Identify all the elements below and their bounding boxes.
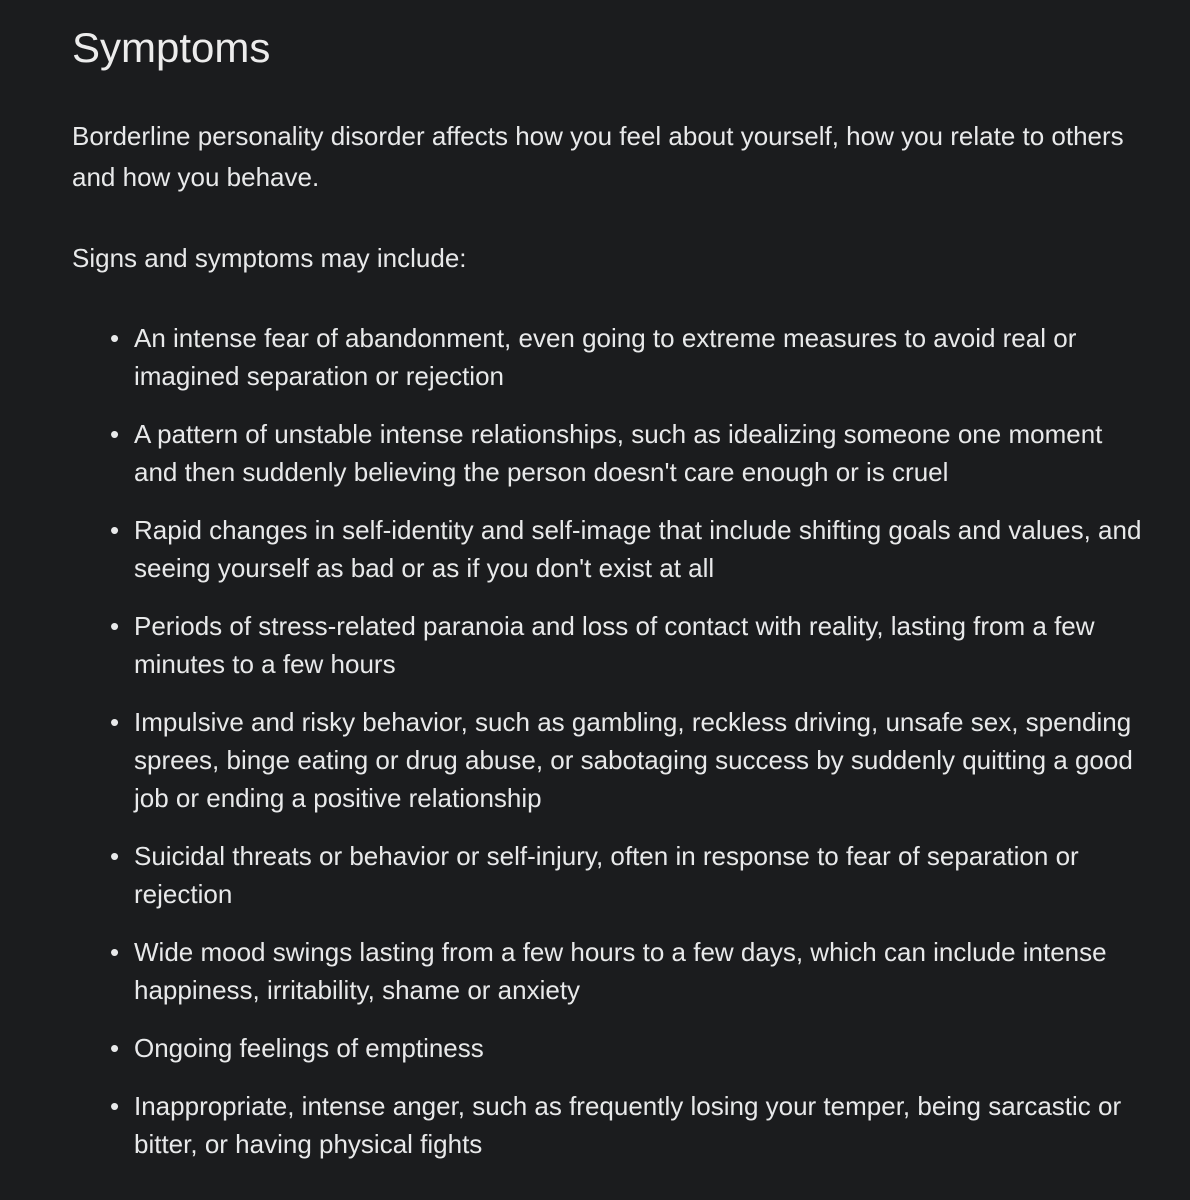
list-item-text: An intense fear of abandonment, even going to extreme measures to avoid real or imagined separation or rejection: [134, 323, 1077, 391]
list-item: [72, 1029, 1172, 1067]
list-item-text: Periods of stress-related paranoia and loss of contact with reality, lasting from a few minutes to a few hours: [134, 611, 1095, 679]
list-item-text: Impulsive and risky behavior, such as gambling, reckless driving, unsafe sex, spending sprees, binge eating or drug abuse, or sabotaging success by suddenly quitting a good job or ending a positive relationship: [134, 707, 1133, 813]
list-item: [72, 933, 1172, 1009]
bullet-icon: •: [110, 323, 120, 353]
list-item-text: A pattern of unstable intense relationships, such as idealizing someone one moment and then suddenly believing the person doesn't care enough or is cruel: [134, 419, 1103, 487]
list-item-text: Suicidal threats or behavior or self-injury, often in response to fear of separation or rejection: [134, 841, 1079, 909]
list-item: [72, 319, 1172, 395]
bullet-icon: •: [110, 611, 120, 641]
bullet-icon: •: [110, 1091, 120, 1121]
list-item: [72, 607, 1172, 683]
bullet-icon: •: [110, 515, 120, 545]
bullet-icon: •: [110, 1033, 120, 1063]
list-item: [72, 703, 1172, 817]
list-item: [72, 511, 1172, 587]
symptoms-list: [72, 319, 1172, 1183]
bullet-icon: •: [110, 419, 120, 449]
bullet-icon: •: [110, 841, 120, 871]
list-item-text: Wide mood swings lasting from a few hours to a few days, which can include intense happiness, irritability, shame or anxiety: [134, 937, 1107, 1005]
list-item: [72, 1087, 1172, 1163]
bullet-icon: •: [110, 707, 120, 737]
list-item-text: Ongoing feelings of emptiness: [134, 1033, 484, 1063]
list-lead-text: Signs and symptoms may include:: [72, 243, 467, 273]
list-item-text: Inappropriate, intense anger, such as frequently losing your temper, being sarcastic or bitter, or having physical fights: [134, 1091, 1122, 1159]
list-item-text: Rapid changes in self-identity and self-image that include shifting goals and values, and seeing yourself as bad or as if you don't exist at all: [134, 515, 1142, 583]
list-item: [72, 415, 1172, 491]
intro-paragraph: Borderline personality disorder affects how you feel about yourself, how you relate to others and how you behave.: [72, 121, 1124, 192]
section-title: Symptoms: [72, 24, 271, 71]
bullet-icon: •: [110, 937, 120, 967]
list-item: [72, 837, 1172, 913]
